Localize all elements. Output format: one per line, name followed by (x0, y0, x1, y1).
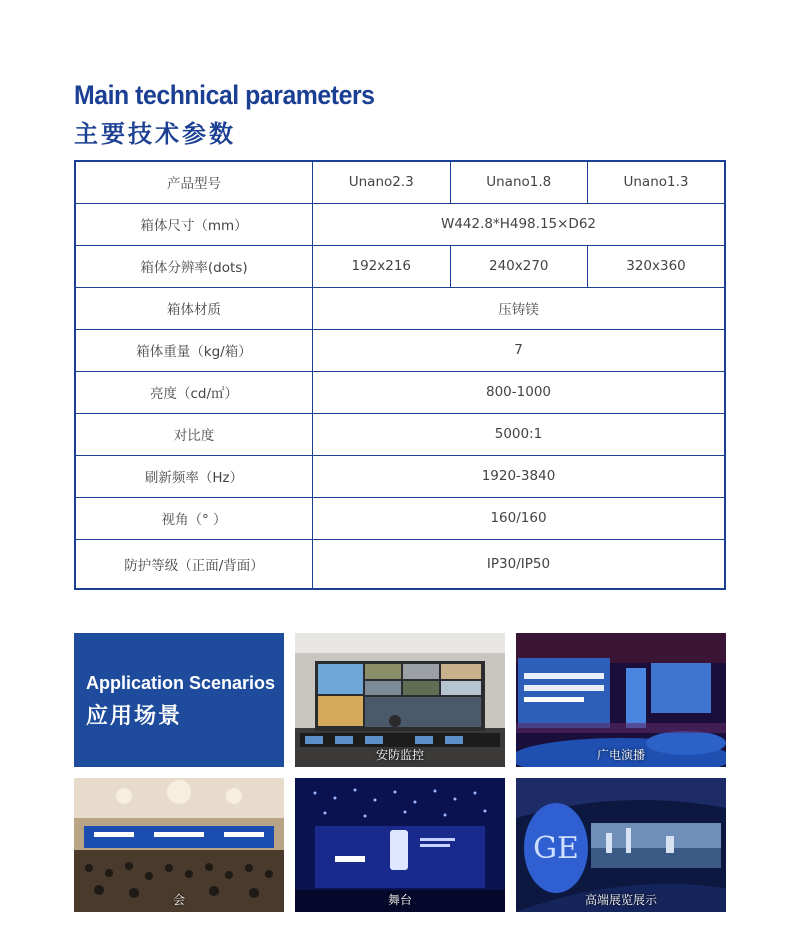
scenario-security-monitoring (295, 633, 505, 767)
table-row (75, 287, 725, 329)
table-row (75, 161, 725, 203)
row-value: 7 (313, 329, 726, 371)
row-value: 800-1000 (313, 371, 726, 413)
scenarios-title-tile (74, 633, 284, 767)
row-value: 5000:1 (313, 413, 726, 455)
row-value: 160/160 (313, 497, 726, 539)
table-row (75, 539, 725, 589)
row-label: 对比度 (75, 413, 313, 455)
row-value: 320x360 (588, 245, 726, 287)
row-label: 产品型号 (75, 161, 313, 203)
row-label: 箱体重量（kg/箱） (75, 329, 313, 371)
row-value: 压铸镁 (313, 287, 726, 329)
table-row (75, 497, 725, 539)
scenarios-title-en: Application Scenarios (86, 673, 276, 693)
table-row (75, 413, 725, 455)
table-row (75, 371, 725, 413)
row-value: 1920-3840 (313, 455, 726, 497)
table-row (75, 245, 725, 287)
row-value: 240x270 (450, 245, 588, 287)
model-cell: Unano1.3 (588, 161, 726, 203)
row-label: 亮度（cd/㎡） (75, 371, 313, 413)
parameters-table (74, 160, 726, 590)
row-value: IP30/IP50 (313, 539, 726, 589)
scenario-conference (74, 778, 284, 912)
page-title-cn: 主要技术参数 (74, 120, 236, 148)
model-cell: Unano1.8 (450, 161, 588, 203)
scenario-caption: 高端展览展示 (584, 893, 657, 907)
scenario-broadcast-studio (516, 633, 726, 767)
row-value: 192x216 (313, 245, 451, 287)
table-row (75, 455, 725, 497)
row-label: 防护等级（正面/背面） (75, 539, 313, 589)
row-label: 视角（° ） (75, 497, 313, 539)
row-label: 箱体分辨率(dots) (75, 245, 313, 287)
scenario-exhibition (516, 778, 726, 912)
svg-text:GE: GE (533, 831, 579, 866)
table-row (75, 329, 725, 371)
row-label: 刷新频率（Hz） (75, 455, 313, 497)
scenario-caption: 安防监控 (375, 748, 424, 762)
row-label: 箱体材质 (75, 287, 313, 329)
row-value: W442.8*H498.15×D62 (313, 203, 726, 245)
scenario-caption: 舞台 (387, 893, 412, 907)
table-row (75, 203, 725, 245)
page-title-en: Main technical parameters (74, 80, 375, 110)
scenarios-title-cn: 应用场景 (86, 704, 183, 729)
scenario-caption: 广电演播 (596, 748, 645, 762)
scenario-stage (295, 778, 505, 912)
model-cell: Unano2.3 (313, 161, 451, 203)
scenario-caption: 会 (172, 893, 185, 907)
row-label: 箱体尺寸（mm） (75, 203, 313, 245)
